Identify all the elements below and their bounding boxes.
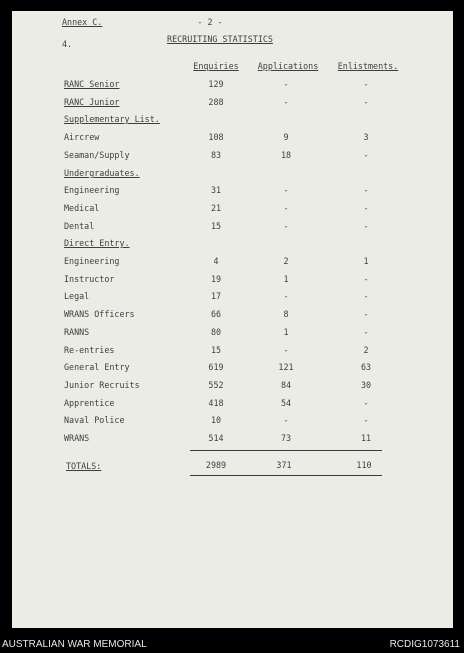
cell-applications: - [283, 185, 289, 195]
totals-label: TOTALS: [66, 461, 102, 471]
cell-enlistments: - [363, 79, 369, 89]
cell-enquiries: 66 [210, 309, 222, 319]
row-label: Seaman/Supply [64, 150, 130, 160]
footer-source: AUSTRALIAN WAR MEMORIAL [2, 639, 147, 650]
cell-enlistments: - [363, 97, 369, 107]
cell-applications: - [283, 79, 289, 89]
row-label: Re-entries [64, 345, 115, 355]
cell-enlistments: 30 [360, 380, 372, 390]
cell-enlistments: 3 [363, 132, 369, 142]
cell-enlistments: - [363, 291, 369, 301]
column-header-enlistments: Enlistments. [337, 61, 399, 71]
cell-enquiries: 418 [208, 398, 224, 408]
cell-applications: 18 [280, 150, 292, 160]
row-label: Legal [64, 291, 90, 301]
cell-enlistments: - [363, 415, 369, 425]
cell-enlistments: - [363, 398, 369, 408]
row-label: Engineering [64, 185, 120, 195]
annex-label: Annex C. [62, 17, 103, 27]
cell-enlistments: 1 [363, 256, 369, 266]
cell-enquiries: 619 [208, 362, 224, 372]
row-label: RANC Junior [64, 97, 120, 107]
cell-enlistments: - [363, 309, 369, 319]
cell-applications: - [283, 415, 289, 425]
row-label: General Entry [64, 362, 130, 372]
cell-applications: 73 [280, 433, 292, 443]
row-label: Apprentice [64, 398, 115, 408]
cell-enquiries: 21 [210, 203, 222, 213]
column-header-applications: Applications [257, 61, 319, 71]
cell-enquiries: 552 [208, 380, 224, 390]
totals-enquiries: 2989 [205, 460, 227, 470]
footer-record-id: RCDIG1073611 [389, 639, 460, 650]
column-header-enquiries: Enquiries [193, 61, 239, 71]
cell-enquiries: 129 [208, 79, 224, 89]
cell-applications: 8 [283, 309, 289, 319]
cell-enlistments: - [363, 203, 369, 213]
cell-enlistments: - [363, 221, 369, 231]
cell-applications: 1 [283, 274, 289, 284]
cell-applications: - [283, 221, 289, 231]
cell-applications: 9 [283, 132, 289, 142]
cell-enlistments: 63 [360, 362, 372, 372]
row-label: Medical [64, 203, 100, 213]
row-label: Dental [64, 221, 95, 231]
cell-enquiries: 83 [210, 150, 222, 160]
totals-rule-top [190, 450, 382, 451]
page-title: RECRUITING STATISTICS [167, 34, 273, 44]
cell-enlistments: - [363, 185, 369, 195]
cell-enlistments: 2 [363, 345, 369, 355]
cell-applications: 1 [283, 327, 289, 337]
row-label: Aircrew [64, 132, 100, 142]
section-heading: Direct Entry. [64, 238, 130, 248]
cell-enlistments: - [363, 274, 369, 284]
row-label: Instructor [64, 274, 115, 284]
cell-applications: - [283, 97, 289, 107]
row-label: RANNS [64, 327, 90, 337]
cell-enquiries: 4 [213, 256, 219, 266]
section-number: 4. [62, 39, 73, 49]
cell-enquiries: 514 [208, 433, 224, 443]
totals-rule-bottom [190, 475, 382, 476]
cell-enquiries: 19 [210, 274, 222, 284]
totals-applications: 371 [276, 460, 292, 470]
cell-enquiries: 108 [208, 132, 224, 142]
cell-applications: 54 [280, 398, 292, 408]
cell-enlistments: 11 [360, 433, 372, 443]
section-heading: Supplementary List. [64, 114, 160, 124]
cell-enquiries: 15 [210, 345, 222, 355]
page-number: - 2 - [197, 17, 223, 27]
cell-enquiries: 80 [210, 327, 222, 337]
row-label: Naval Police [64, 415, 125, 425]
cell-enquiries: 31 [210, 185, 222, 195]
cell-enquiries: 288 [208, 97, 224, 107]
cell-applications: 2 [283, 256, 289, 266]
row-label: WRANS [64, 433, 90, 443]
cell-enquiries: 10 [210, 415, 222, 425]
totals-enlistments: 110 [356, 460, 372, 470]
section-heading: Undergraduates. [64, 168, 140, 178]
row-label: RANC Senior [64, 79, 120, 89]
row-label: Junior Recruits [64, 380, 140, 390]
cell-applications: - [283, 203, 289, 213]
row-label: WRANS Officers [64, 309, 135, 319]
row-label: Engineering [64, 256, 120, 266]
cell-applications: 121 [278, 362, 294, 372]
cell-enquiries: 15 [210, 221, 222, 231]
cell-applications: - [283, 291, 289, 301]
cell-applications: - [283, 345, 289, 355]
cell-enlistments: - [363, 150, 369, 160]
cell-enquiries: 17 [210, 291, 222, 301]
cell-applications: 84 [280, 380, 292, 390]
cell-enlistments: - [363, 327, 369, 337]
